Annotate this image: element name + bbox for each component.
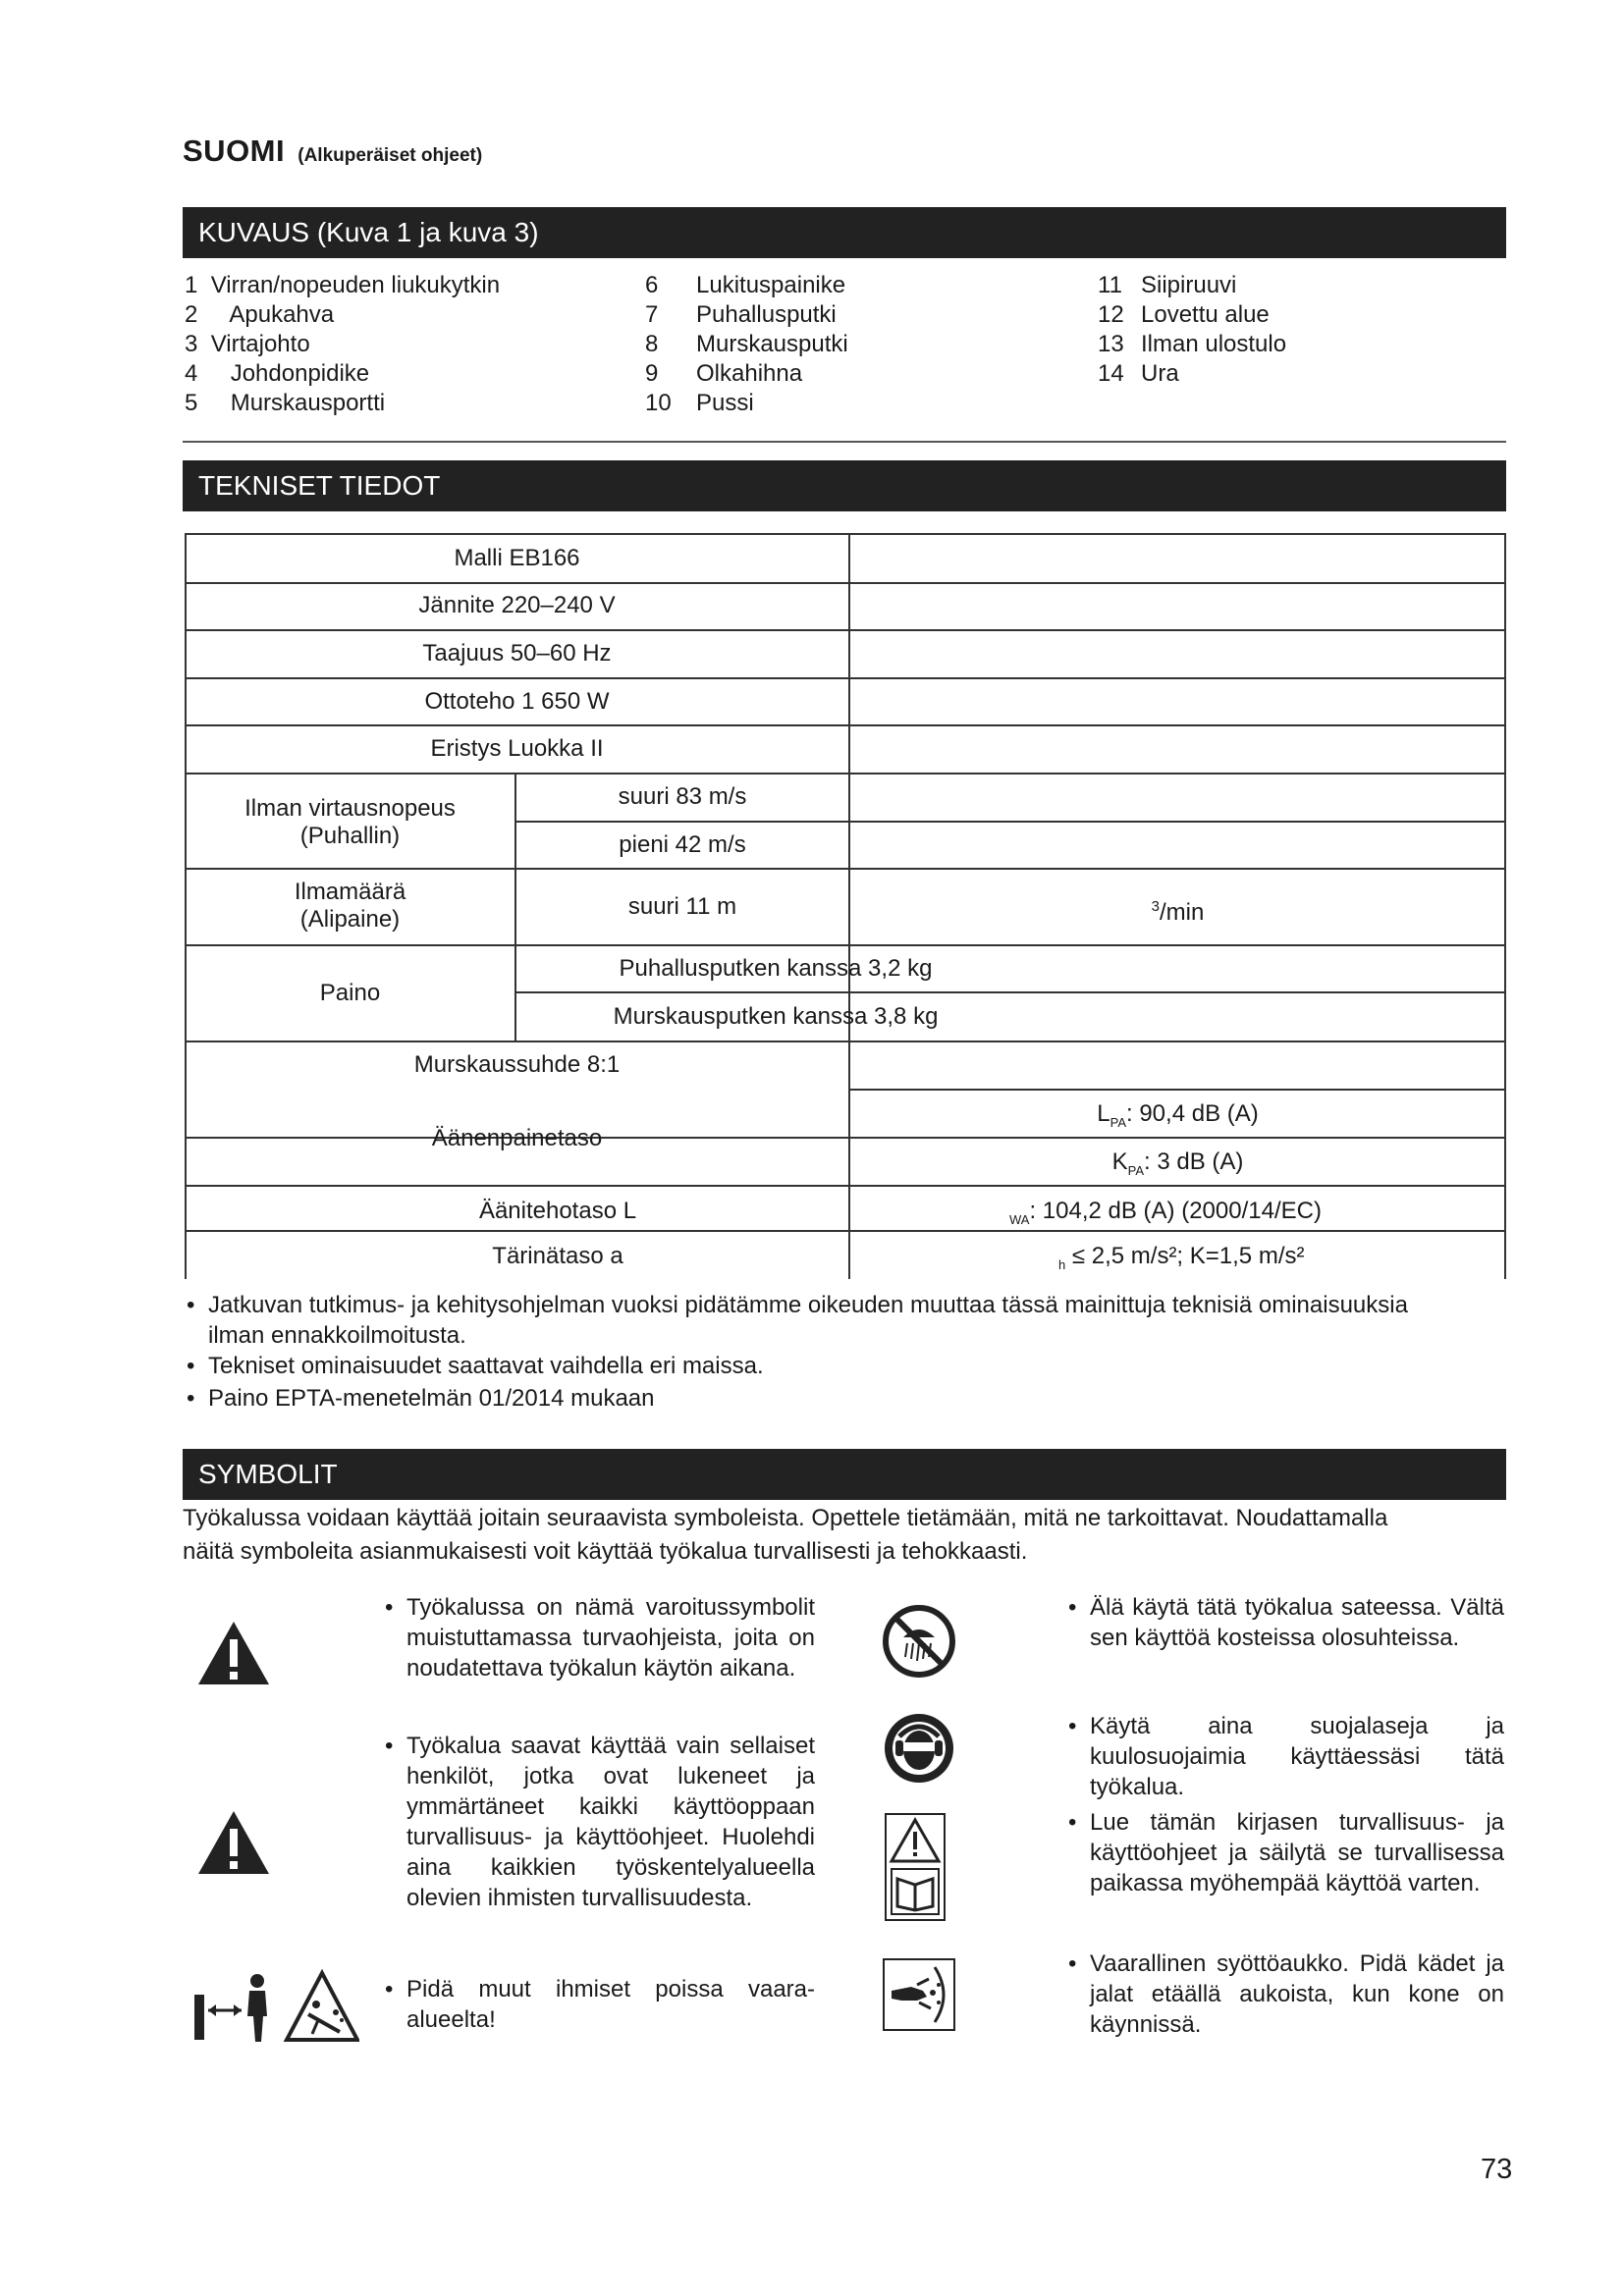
specs-section-title: TEKNISET TIEDOT — [183, 460, 1506, 511]
symbols-section-title: SYMBOLIT — [183, 1449, 1506, 1500]
part-label: Virran/nopeuden liukukytkin — [210, 272, 501, 298]
spec-note-continued: ilman ennakkoilmoitusta. — [208, 1322, 466, 1349]
part-label: Lukituspainike — [696, 272, 846, 298]
part-label: Ura — [1141, 360, 1179, 387]
part-label: Puhallusputki — [696, 301, 837, 328]
read-manual-icon — [884, 1812, 947, 1927]
spec-weight-label: Paino — [319, 980, 381, 1006]
section-divider — [183, 441, 1506, 443]
part-label: Virtajohto — [210, 331, 310, 357]
symbols-intro: Työkalussa voidaan käyttää joitain seuraavista symboleista. Opettele tietämään, mitä ne tarkoittavat. Noudattamalla näitä symboleita asianmukaisesti voit käyttää työkalua turvallisesti ja tehokkaasti. — [183, 1505, 1388, 1565]
spec-note: • Jatkuvan tutkimus- ja kehitysohjelman vuoksi pidätämme oikeuden muuttaa tässä mainittuja teknisiä ominaisuuksia — [187, 1292, 1408, 1318]
spec-sound-power-value: $_{WA}$: 104,2 dB (A) (2000/14/EC) — [1009, 1198, 1322, 1227]
part-label: Johdonpidike — [230, 360, 370, 387]
spec-sound-power: Äänitehotaso L — [478, 1198, 637, 1224]
header-subtitle: (Alkuperäiset ohjeet) — [298, 145, 483, 166]
spec-air-volume-unit: $^3$/min — [1151, 898, 1205, 926]
page-number: 73 — [1481, 2154, 1513, 2185]
spec-mulching-ratio: Murskaussuhde 8:1 — [413, 1051, 621, 1078]
spec-vibration: Tärinätaso a — [492, 1243, 623, 1269]
symbol-description: • Pidä muut ihmiset poissa vaara-alueelta! — [385, 1976, 815, 2033]
spec-note: • Tekniset ominaisuudet saattavat vaihdella eri maissa. — [187, 1353, 764, 1379]
language-title: SUOMI — [183, 133, 286, 168]
keep-distance-icon — [192, 1969, 359, 2049]
spec-kpa: $K_{PA}$: 3 dB (A) — [1111, 1148, 1244, 1178]
spec-table — [185, 533, 1506, 1279]
part-label: Pussi — [696, 390, 754, 416]
spec-voltage: Jännite 220–240 V — [418, 592, 616, 618]
spec-model: Malli EB166 — [454, 545, 580, 571]
description-col-1: 1 Virran/nopeuden liukukytkin 2 Apukahva 3 Virtajohto 4 Johdonpidike 5 Murskausportti — [185, 272, 501, 416]
hand-hazard-icon — [882, 1957, 956, 2037]
description-section-title: KUVAUS (Kuva 1 ja kuva 3) — [183, 207, 1506, 258]
spec-air-velocity-low: pieni 42 m/s — [619, 831, 746, 858]
no-rain-icon — [882, 1604, 956, 1683]
description-col-2: 6 Lukituspainike 7 Puhallusputki 8 Murskausputki 9 Olkahihna 10 Pussi — [645, 272, 848, 416]
page-header — [183, 133, 482, 169]
part-label: Olkahihna — [696, 360, 803, 387]
part-label: Lovettu alue — [1141, 301, 1270, 328]
spec-air-volume-label: Ilmamäärä (Alipaine) — [294, 879, 406, 933]
part-label: Siipiruuvi — [1141, 272, 1237, 298]
description-col-3: 11 Siipiruuvi 12 Lovettu alue 13 Ilman ulostulo 14 Ura — [1098, 272, 1287, 387]
warning-triangle-icon — [196, 1809, 271, 1881]
symbol-description: • Työkalua saavat käyttää vain sellaiset henkilöt, jotka ovat lukeneet ja ymmärtäneet kaikki käyttöoppaan turvallisuus- ja käyttöohjeet. Huolehdi aina kaikkien työskentelyalueella olevien ihmisten turvallisuudesta. — [385, 1733, 815, 1911]
spec-frequency: Taajuus 50–60 Hz — [422, 640, 612, 667]
part-label: Murskausputki — [696, 331, 848, 357]
symbol-description: • Älä käytä tätä työkalua sateessa. Vältä sen käyttöä kosteissa olosuhteissa. — [1068, 1594, 1504, 1651]
spec-vibration-value: $_h$ ≤ 2,5 m/s²; K=1,5 m/s² — [1058, 1243, 1305, 1272]
spec-note: • Paino EPTA-menetelmän 01/2014 mukaan — [187, 1385, 655, 1412]
spec-sound-pressure-label: Äänenpainetaso — [431, 1125, 603, 1151]
part-label: Murskausportti — [230, 390, 386, 416]
spec-weight-blow: Puhallusputken kanssa 3,2 kg — [619, 955, 933, 982]
symbol-description: • Työkalussa on nämä varoitussymbolit muistuttamassa turvaohjeista, joita on noudatettava työkalun käytön aikana. — [385, 1594, 815, 1682]
spec-air-velocity-label: Ilman virtausnopeus (Puhallin) — [244, 795, 456, 849]
spec-air-volume-value: suuri 11 m — [627, 893, 737, 920]
symbol-description: • Vaarallinen syöttöaukko. Pidä kädet ja jalat etäällä aukoista, kun kone on käynnissä. — [1068, 1950, 1504, 2038]
part-label: Apukahva — [229, 301, 335, 328]
symbol-description: • Käytä aina suojalaseja ja kuulosuojaimia käyttäessäsi tätä työkalua. — [1068, 1713, 1504, 1800]
part-label: Ilman ulostulo — [1141, 331, 1287, 357]
spec-weight-mulch: Murskausputken kanssa 3,8 kg — [613, 1003, 939, 1030]
spec-lpa: $L_{PA}$: 90,4 dB (A) — [1097, 1100, 1259, 1130]
spec-air-velocity-high: suuri 83 m/s — [618, 783, 747, 810]
spec-power: Ottoteho 1 650 W — [424, 688, 610, 715]
symbol-description: • Lue tämän kirjasen turvallisuus- ja käyttöohjeet ja säilytä se turvallisessa paikassa myöhempää käyttöä varten. — [1068, 1809, 1504, 1896]
warning-triangle-icon — [196, 1620, 271, 1691]
spec-insulation: Eristys Luokka II — [430, 735, 604, 762]
eye-ear-protection-icon — [882, 1711, 956, 1790]
